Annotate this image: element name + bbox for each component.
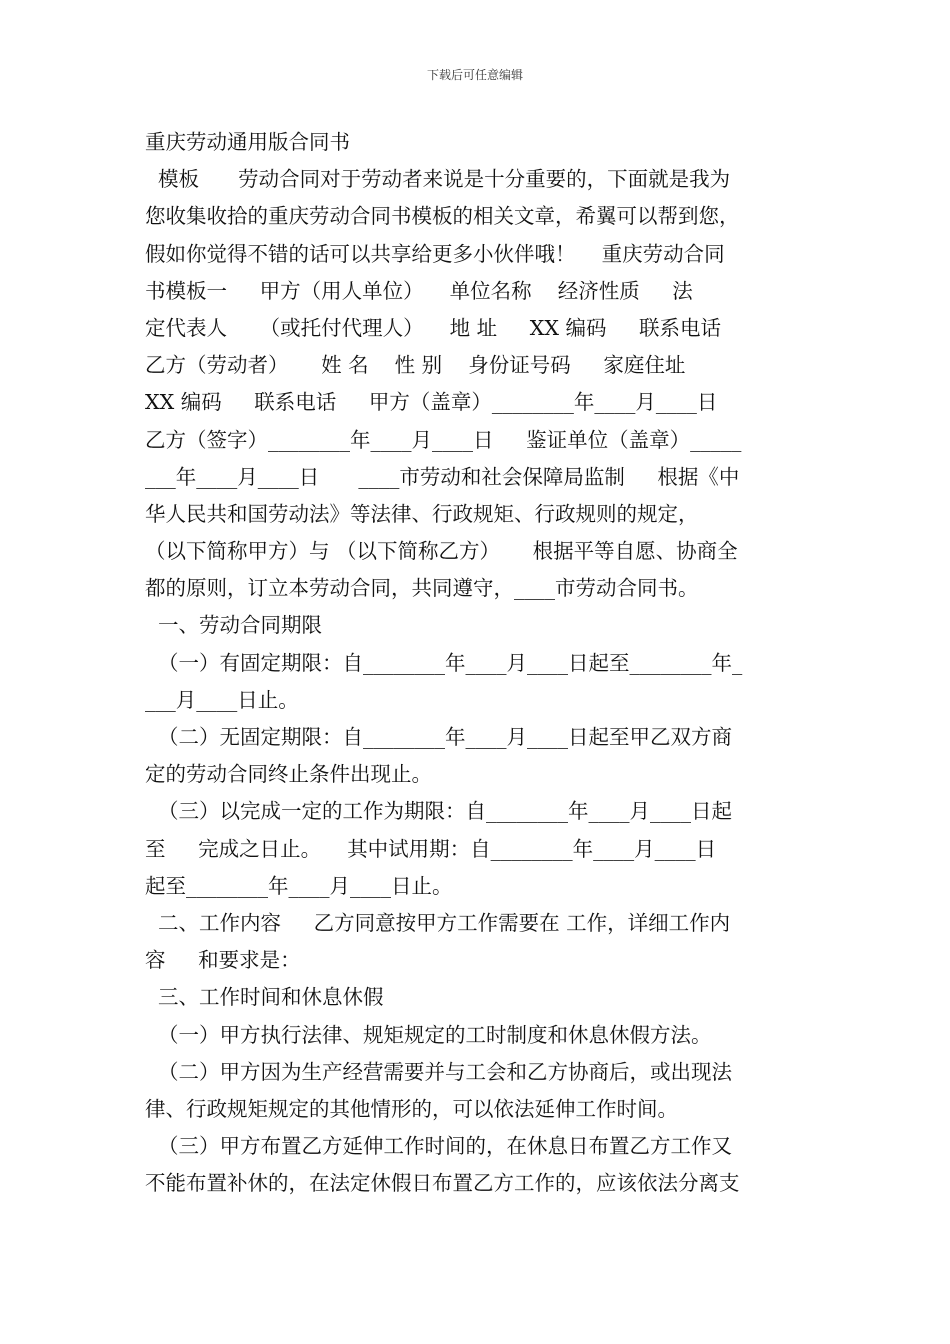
text-line: 乙方（签字）________年____月____日 鉴证单位（盖章）_____: [145, 427, 742, 452]
text-line: （二）无固定期限：自________年____月____日起至甲乙双方商: [145, 725, 733, 749]
page-header-note: 下载后可任意编辑: [426, 68, 523, 82]
text-line: 模板 劳动合同对于劳动者来说是十分重要的，下面就是我为: [145, 167, 731, 192]
text-line: （一）甲方执行法律、规矩规定的工时制度和休息休假方法。: [145, 1022, 712, 1047]
text-line: ___月____日止。: [145, 687, 299, 712]
text-line: 起至________年____月____日止。: [145, 873, 453, 898]
text-line: XX 编码 联系电话 甲方（盖章）________年____月____日: [145, 390, 718, 415]
text-line: （三）甲方布置乙方延伸工作时间的，在休息日布置乙方工作又: [145, 1134, 733, 1159]
text-line: （一）有固定期限：自________年____月____日起至________年_: [145, 650, 743, 675]
section-heading: 二、工作内容 乙方同意按甲方工作需要在 工作，详细工作内: [145, 910, 731, 935]
text-line: 乙方（劳动者） 姓 名 性 别 身份证号码 家庭住址: [145, 353, 686, 378]
document-title: 重庆劳动通用版合同书: [145, 130, 350, 154]
text-line: 您收集收拾的重庆劳动合同书模板的相关文章，希翼可以帮到您，: [145, 204, 740, 229]
text-line: 都的原则，订立本劳动合同，共同遵守，____市劳动合同书。: [145, 576, 699, 601]
text-line: 不能布置补休的，在法定休假日布置乙方工作的，应该依法分离支: [145, 1171, 740, 1196]
text-line: 定的劳动合同终止条件出现止。: [145, 762, 432, 787]
section-heading: 一、劳动合同期限: [145, 613, 323, 638]
text-line: （以下简称甲方）与 （以下简称乙方） 根据平等自愿、协商全: [145, 539, 738, 564]
section-heading: 三、工作时间和休息休假: [145, 985, 384, 1010]
text-line: 假如你觉得不错的话可以共享给更多小伙伴哦！ 重庆劳动合同: [145, 241, 725, 266]
text-line: 律、行政规矩规定的其他情形的，可以依法延伸工作时间。: [145, 1096, 678, 1121]
document-body: [145, 124, 808, 1202]
text-line: （三）以完成一定的工作为期限：自________年____月____日起: [145, 799, 733, 824]
text-line: ___年____月____日 ____市劳动和社会保障局监制 根据《中: [145, 464, 740, 489]
text-line: 定代表人 （或托付代理人） 地 址 XX 编码 联系电话: [145, 315, 722, 340]
text-line: （二）甲方因为生产经营需要并与工会和乙方协商后，或出现法: [145, 1059, 733, 1084]
text-line: 华人民共和国劳动法》等法律、行政规矩、行政规则的规定，: [145, 501, 699, 526]
text-line: 书模板一 甲方（用人单位） 单位名称 经济性质 法: [145, 278, 693, 303]
text-line: 容 和要求是：: [145, 948, 301, 973]
text-line: 至 完成之日止。 其中试用期：自________年____月____日: [145, 836, 717, 861]
